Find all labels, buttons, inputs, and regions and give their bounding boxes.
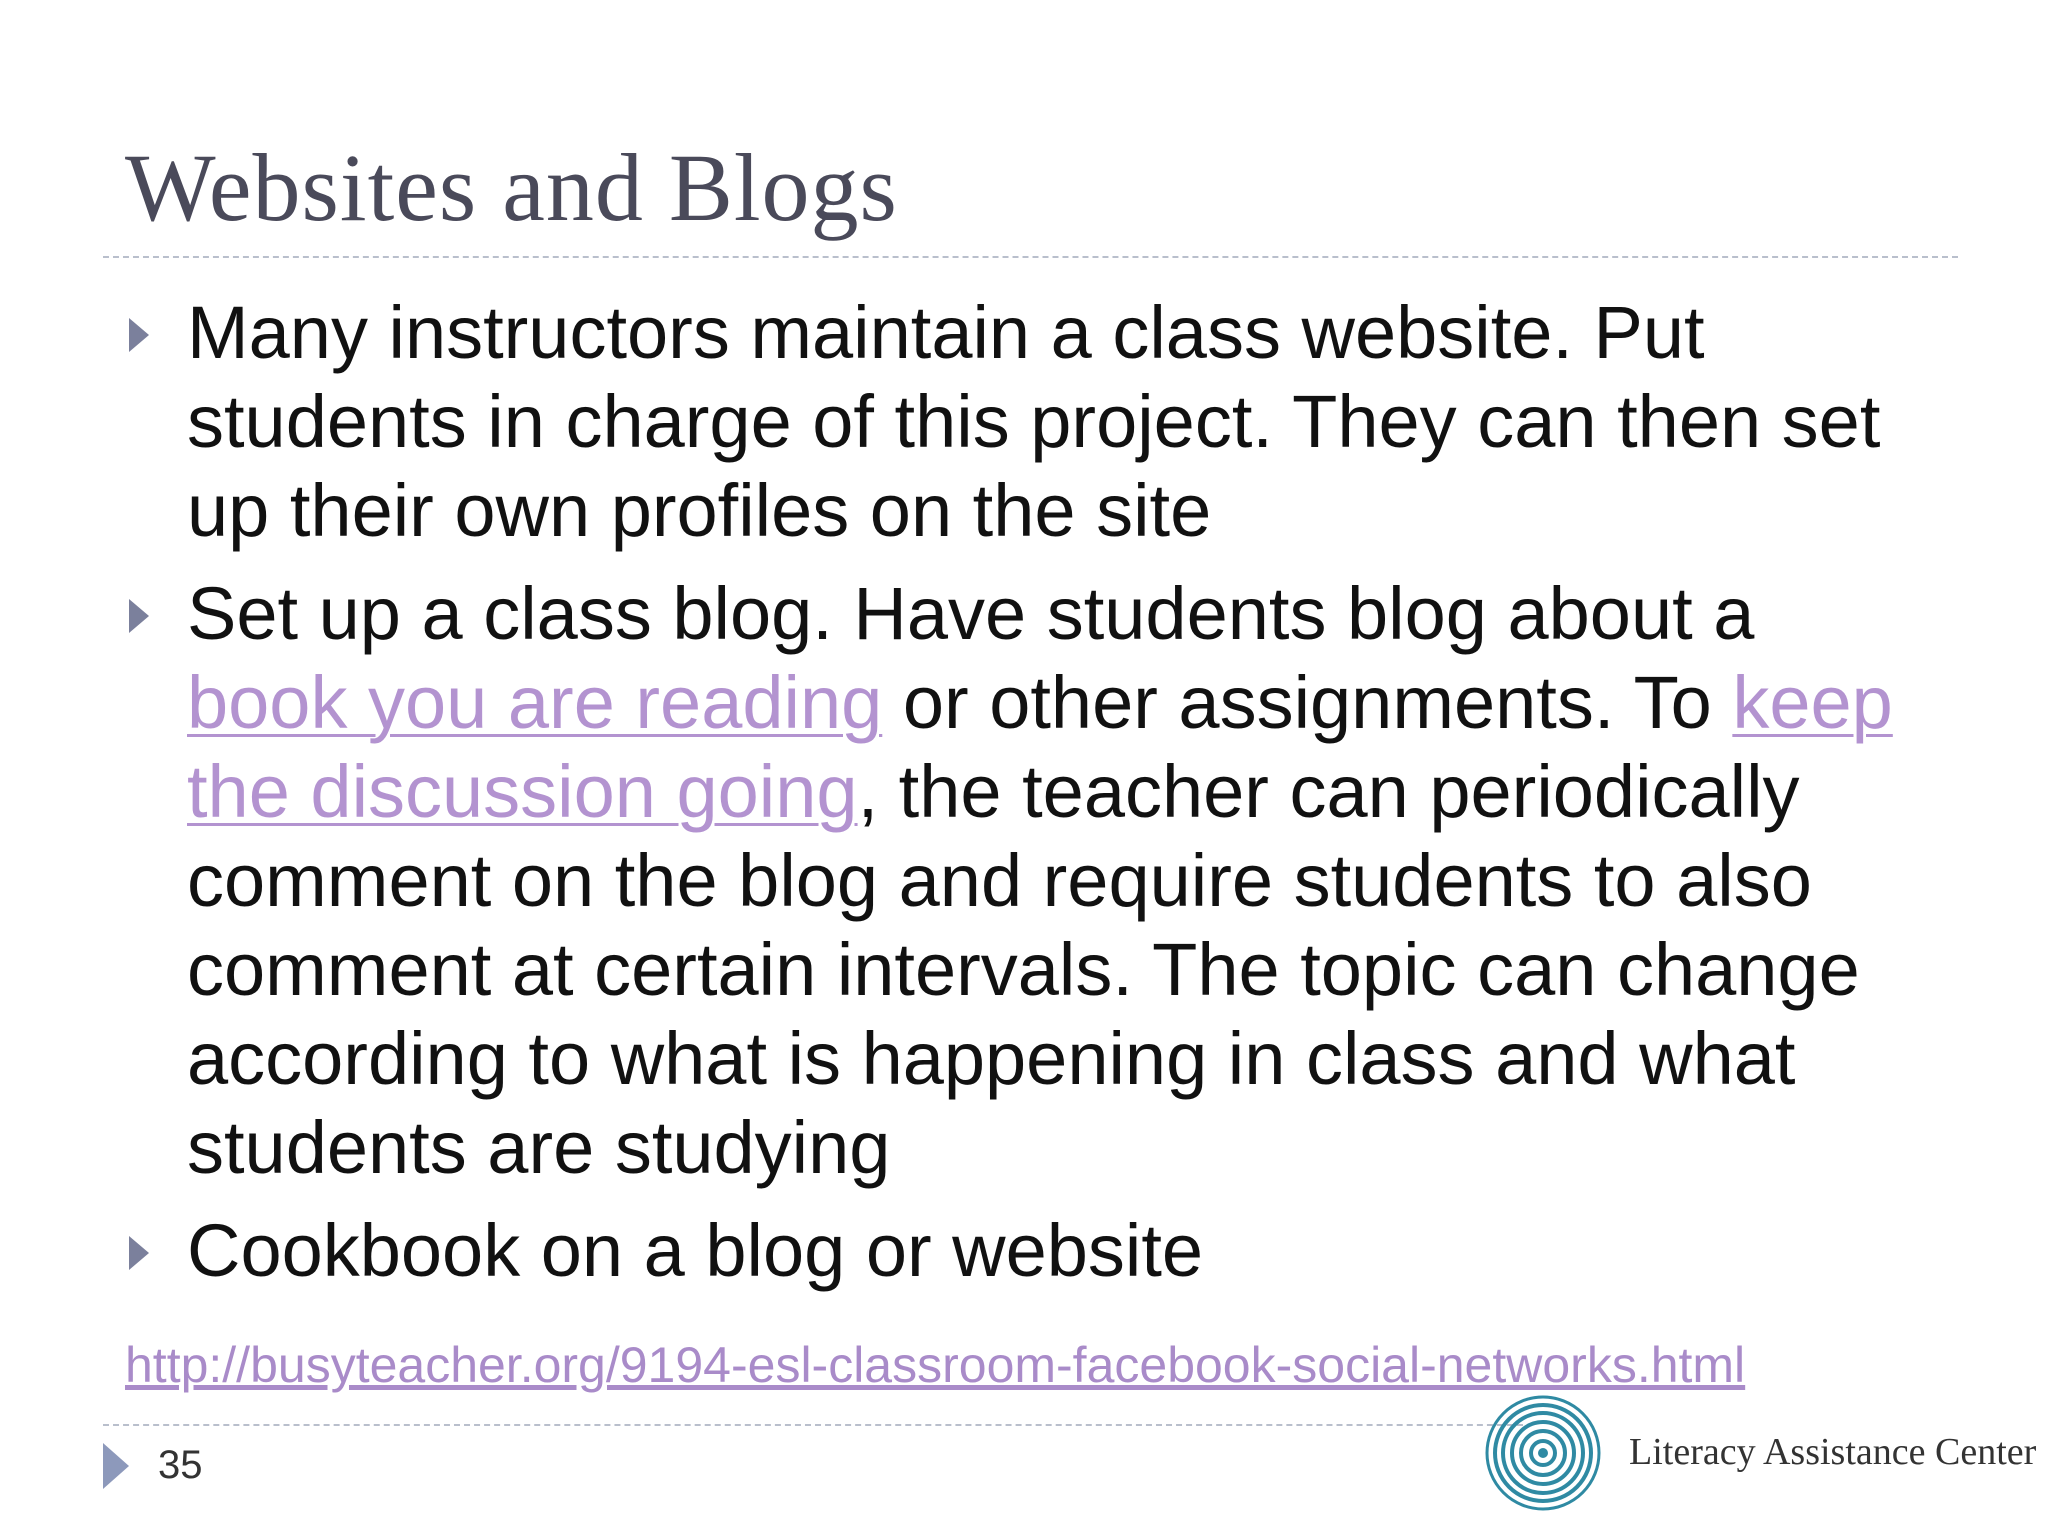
bullet-text: Cookbook on a blog or website bbox=[187, 1209, 1204, 1292]
title-divider bbox=[103, 256, 1958, 258]
bullet-item bbox=[125, 288, 1925, 555]
source-link[interactable]: http://busyteacher.org/9194-esl-classroom-facebook-social-networks.html bbox=[125, 1337, 1746, 1393]
triangle-right-icon bbox=[103, 1443, 129, 1489]
bullet-item bbox=[125, 1206, 1925, 1295]
bullet-text: Many instructors maintain a class website. Put students in charge of this project. They can then set up their own profiles on the site bbox=[187, 291, 1881, 552]
organization-name: Literacy Assistance Center bbox=[1629, 1431, 2037, 1473]
slide-title: Websites and Blogs bbox=[125, 134, 898, 241]
bullet-text: Set up a class blog. Have students blog about a bbox=[187, 572, 1755, 655]
bullet-item bbox=[125, 569, 1925, 1192]
bullet-text: or other assignments. To bbox=[882, 661, 1733, 744]
triangle-right-icon bbox=[129, 599, 149, 633]
link-keep-the-discussion-going[interactable]: keep the discussion going bbox=[187, 661, 1893, 833]
link-book-you-are-reading[interactable]: book you are reading bbox=[187, 661, 883, 744]
triangle-right-icon bbox=[129, 318, 149, 352]
triangle-right-icon bbox=[129, 1236, 149, 1270]
page-number: 35 bbox=[158, 1443, 203, 1487]
bullet-list bbox=[125, 288, 1925, 1309]
footer-divider bbox=[103, 1424, 1523, 1426]
bullet-text: , the teacher can periodically comment on the blog and require students to also comment at certain intervals. The topic can change according to what is happening in class and what students are studying bbox=[187, 750, 1860, 1189]
concentric-circles-logo-icon bbox=[1483, 1393, 1613, 1523]
